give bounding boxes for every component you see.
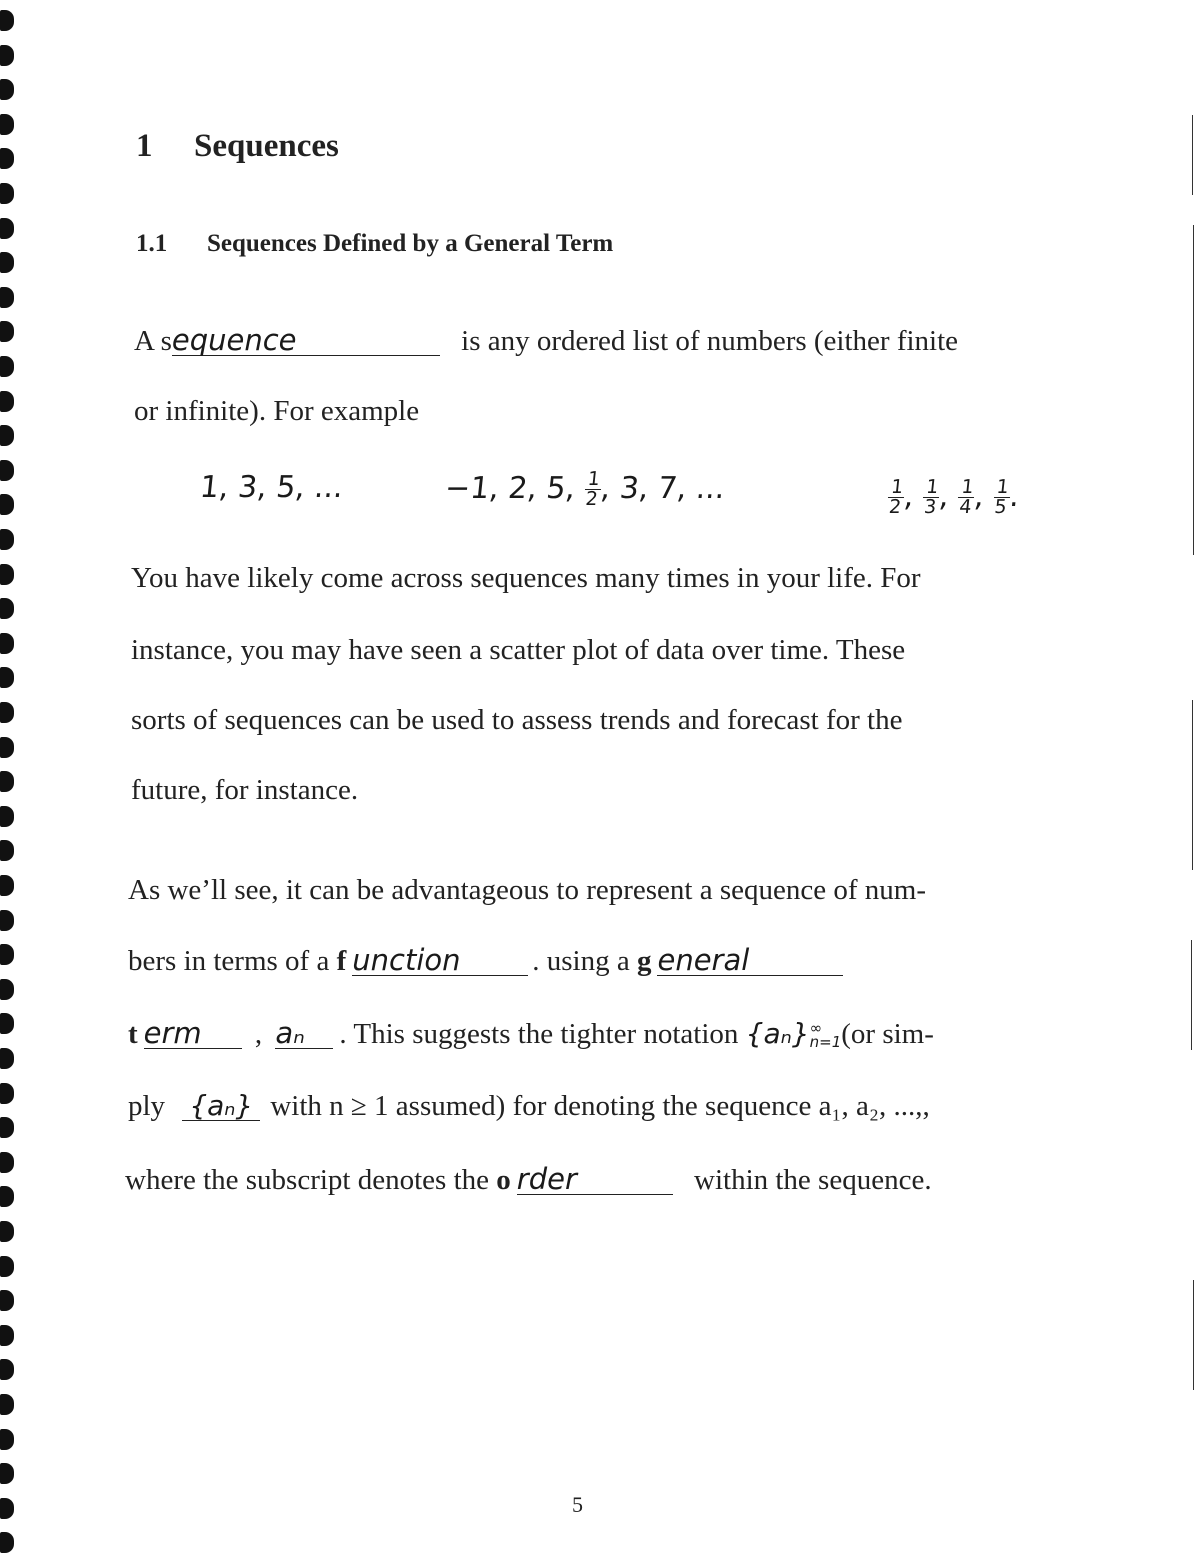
para3-line4-prefix: ply	[128, 1090, 166, 1122]
binding-hole	[0, 702, 14, 723]
page-number: 5	[572, 1492, 583, 1517]
section-title	[136, 128, 339, 165]
binding-hole	[0, 979, 14, 1000]
handwritten-sequence: equence	[171, 323, 297, 357]
para3-line5-prefix: where the subscript denotes the	[125, 1164, 490, 1196]
binding-hole	[0, 79, 14, 100]
frac-denominator: 2	[887, 496, 903, 518]
binding-hole	[0, 1256, 14, 1277]
frac-denominator: 3	[923, 496, 938, 518]
binding-hole	[0, 1359, 14, 1380]
frac-numerator: 1	[960, 476, 975, 498]
fill-in-blank-function	[352, 943, 528, 977]
handwritten-notation-full	[746, 1016, 842, 1052]
binding-hole	[0, 1083, 14, 1104]
handwritten-order: rder	[516, 1162, 577, 1196]
frac-denominator: 5	[993, 496, 1008, 518]
binding-hole	[0, 183, 14, 204]
para3-line3-mid: . This suggests the tighter notation	[339, 1018, 739, 1050]
binding-hole	[0, 529, 14, 550]
subsection-number: 1.1	[136, 230, 168, 257]
binding-hole	[0, 1048, 14, 1069]
binding-hole	[0, 1152, 14, 1173]
section-title-text: Sequences	[194, 128, 339, 164]
binding-hole	[0, 460, 14, 481]
para1-line2: or infinite). For example	[134, 395, 420, 427]
handwritten-function: unction	[352, 943, 461, 977]
binding-hole	[0, 1532, 14, 1553]
para3-line4-suffix: with n ≥ 1 assumed) for denoting the sequence a₁, a₂, ...,,	[270, 1090, 930, 1122]
binding-hole	[0, 1394, 14, 1415]
example-sequence-1: 1, 3, 5, ...	[198, 470, 345, 505]
binding-hole	[0, 1325, 14, 1346]
letter-f: f	[336, 945, 347, 977]
binding-hole	[0, 218, 14, 239]
notation-short-braces: {aₙ}	[189, 1089, 254, 1122]
binding-hole	[0, 633, 14, 654]
scan-edge-line	[1193, 225, 1194, 555]
para2-line2: instance, you may have seen a scatter plot of data over time. These	[131, 634, 906, 666]
binding-hole	[0, 10, 14, 31]
binding-hole	[0, 321, 14, 342]
binding-hole	[0, 564, 14, 585]
section-number: 1	[136, 128, 153, 164]
binding-hole	[0, 1498, 14, 1519]
spiral-binding	[0, 0, 16, 1553]
para3-line4	[128, 1088, 930, 1124]
para1-line1	[134, 323, 958, 359]
para3-line1: As we’ll see, it can be advantageous to represent a sequence of num-	[128, 874, 926, 906]
binding-hole	[0, 771, 14, 792]
seq3-fraction	[921, 478, 941, 517]
handwritten-term: erm	[143, 1016, 202, 1050]
para1-prefix: A s	[134, 325, 172, 357]
para3-line5-suffix: within the sequence.	[694, 1164, 932, 1196]
binding-hole	[0, 1463, 14, 1484]
binding-hole	[0, 1221, 14, 1242]
binding-hole	[0, 148, 14, 169]
handwritten-an: aₙ	[275, 1016, 305, 1050]
example-sequence-3: $\frac{1}{2}$ , $\frac{1}{3}$ , $\frac{1}{4}$ , $\frac{1}{5}$ .	[887, 476, 1022, 518]
notation-limits	[810, 1021, 842, 1049]
para3-line3-suffix: (or sim-	[841, 1018, 934, 1050]
para3-line3	[128, 1016, 934, 1052]
seq2-frac-numerator: 1	[586, 468, 601, 490]
binding-hole	[0, 1186, 14, 1207]
binding-hole	[0, 356, 14, 377]
letter-t: t	[128, 1018, 138, 1050]
letter-g: g	[636, 945, 652, 977]
seq3-fraction	[956, 478, 976, 517]
seq3-fraction	[991, 478, 1011, 517]
binding-hole	[0, 391, 14, 412]
binding-hole	[0, 1429, 14, 1450]
scan-edge-line	[1193, 1280, 1194, 1390]
frac-numerator: 1	[889, 476, 905, 498]
seq2-frac-denominator: 2	[584, 488, 599, 510]
subsection-title-text: Sequences Defined by a General Term	[207, 230, 614, 257]
para3-line2-prefix: bers in terms of a	[128, 945, 330, 977]
para3-line2	[128, 943, 843, 979]
seq2-part2: , 3, 7, ...	[598, 471, 727, 506]
binding-hole	[0, 944, 14, 965]
binding-hole	[0, 1013, 14, 1034]
fill-in-blank-an	[275, 1016, 333, 1050]
binding-hole	[0, 114, 14, 135]
frac-numerator: 1	[995, 476, 1010, 498]
handwritten-general: eneral	[657, 943, 750, 977]
scan-edge-line	[1192, 115, 1193, 195]
subsection-title	[136, 230, 613, 258]
notation-braces: {aₙ}	[745, 1017, 810, 1050]
para2-line1: You have likely come across sequences many times in your life. For	[131, 562, 921, 594]
para1-suffix: is any ordered list of numbers (either finite	[461, 325, 959, 357]
scan-edge-line	[1192, 700, 1193, 870]
notation-superscript: ∞	[809, 1019, 823, 1037]
binding-hole	[0, 1117, 14, 1138]
binding-hole	[0, 806, 14, 827]
binding-hole	[0, 875, 14, 896]
binding-hole	[0, 840, 14, 861]
seq2-part1: −1, 2, 5,	[443, 471, 578, 506]
frac-denominator: 4	[958, 496, 973, 518]
seq3-fraction	[886, 478, 906, 517]
para2-line3: sorts of sequences can be used to assess trends and forecast for the	[131, 704, 903, 736]
letter-o: o	[496, 1164, 511, 1196]
example-sequence-2	[443, 470, 727, 509]
frac-numerator: 1	[925, 476, 940, 498]
fill-in-blank-general	[657, 943, 843, 977]
comma: ,	[254, 1018, 263, 1050]
binding-hole	[0, 1290, 14, 1311]
para3-line2-mid: . using a	[532, 945, 630, 977]
para3-line5	[125, 1162, 932, 1198]
binding-hole	[0, 494, 14, 515]
notation-subscript: n=1	[809, 1033, 842, 1051]
binding-hole	[0, 252, 14, 273]
binding-hole	[0, 425, 14, 446]
binding-hole	[0, 287, 14, 308]
binding-hole	[0, 667, 14, 688]
fill-in-blank-order	[516, 1162, 673, 1196]
fill-in-blank-term	[143, 1016, 242, 1050]
para2-line4: future, for instance.	[131, 774, 359, 806]
handwritten-notation-short	[182, 1089, 260, 1122]
binding-hole	[0, 598, 14, 619]
binding-hole	[0, 910, 14, 931]
binding-hole	[0, 737, 14, 758]
scan-edge-line	[1191, 940, 1192, 1050]
binding-hole	[0, 45, 14, 66]
fill-in-blank-sequence	[171, 323, 440, 357]
